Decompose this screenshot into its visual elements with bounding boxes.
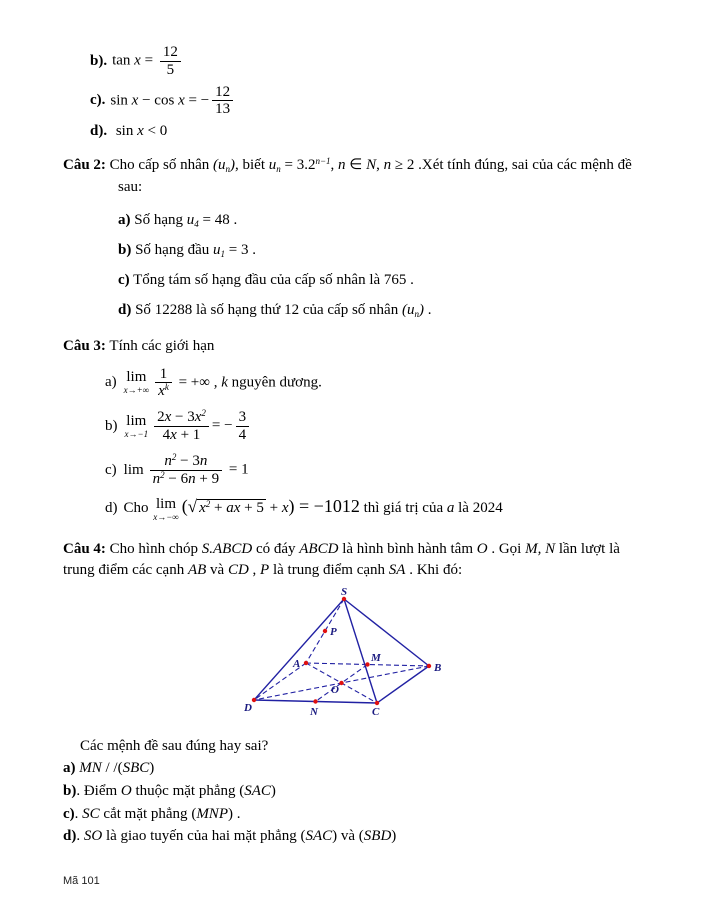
tail-text: , k nguyên dương. [213,374,322,391]
q3-item-a [105,366,654,401]
fraction-numerator: 12 [160,44,181,62]
equals-result: = 1 [228,461,249,478]
limit-operator: lim x→−1 [124,413,149,440]
option-label: c). [90,92,106,109]
vertex-points [251,597,430,705]
fraction [160,44,181,79]
fraction-numerator: 12 [212,84,233,102]
after-sqrt: + x [265,500,289,517]
q3-item-c [105,453,654,488]
equals-minus: = − [211,418,233,435]
q3-item-d [105,496,654,521]
label-S: S [340,587,347,599]
point-B [426,664,430,668]
fraction: $\frac{1}{x^k}$ [155,366,172,401]
point-M [365,662,369,666]
label-A: A [292,658,300,671]
item-label: c) [105,461,117,478]
q4-intro: Câu 4: Cho hình chóp S.ABCD có đáy ABCD là hình bình hành tâm O . Gọi M, N lần lượt là trung điểm các cạnh AB và CD , P là trung điểm cạnh SA . Khi đó: [63,540,620,578]
page-footer-code: Mã 101 [63,875,100,887]
label-C: C [371,706,379,719]
formula-tan: tan x = [112,52,154,69]
q4-question: Các mệnh đề sau đúng hay sai? [80,738,269,755]
label-P: P [329,626,337,639]
q3-item-b [105,409,654,444]
pre-text: Cho [123,500,149,517]
limit-operator: lim x→+∞ [123,369,150,396]
question-4 [63,539,654,848]
label-N: N [309,706,318,719]
item-label: b) [105,418,118,435]
tail-text: thì giá trị của a là 2024 [359,500,503,517]
q3-heading: Câu 3: Tính các giới hạn [63,337,215,354]
question-1-options [90,44,654,140]
option-label: d). [90,123,108,140]
fraction: $\frac{n^2 - 3n}{n^2 - 6n + 9}$ [150,453,222,488]
equals-result: = +∞ [178,374,210,391]
fraction-denominator: 13 [215,101,231,118]
limit-operator: lim [123,461,144,478]
fraction-result: $\frac{3}{4}$ [236,409,250,444]
q1-option-d [90,123,654,140]
label-O: O [330,684,339,697]
q2-option-d: d) Số 12288 là số hạng thứ 12 của cấp số nhân $(u_n)$ . [118,301,432,319]
formula-sincos: sin x − cos x = − [110,92,210,109]
point-O [339,681,343,685]
limit-operator: lim x→−∞ [153,495,179,522]
q2-option-a: a) Số hạng $u_4 = 48$ . [118,211,238,229]
item-label: a) [105,374,117,391]
point-P [322,629,326,633]
q1-option-c [90,84,654,119]
fraction [212,84,233,119]
square-root: √ $x^2$ + ax + 5 [187,497,264,517]
open-paren: ( [181,496,188,517]
item-label: d) [105,500,118,517]
pyramid-figure [244,587,474,732]
label-D: D [243,702,252,715]
q2-option-c: c) Tổng tám số hạng đầu của cấp số nhân là 765 . [118,271,414,288]
question-3 [63,336,654,522]
point-N [313,699,317,703]
dashed-edges [254,599,429,703]
formula-sin: sin x < 0 [115,123,168,140]
q2-option-b: b) Số hạng đầu $u_1 = 3$ . [118,241,256,259]
label-M: M [370,652,381,665]
point-C [374,701,378,705]
question-2 [63,155,654,319]
point-A [303,661,307,665]
fraction-denominator: 5 [166,61,175,78]
q4-option-b: b). Điểm O thuộc mặt phẳng (SAC) [63,783,276,800]
q4-option-a: a) MN / /(SBC) [63,760,155,777]
close-paren-equals: ) = −1012 [288,496,360,517]
q4-option-d: d). SO là giao tuyến của hai mặt phẳng (SAC) và (SBD) [63,828,397,845]
q2-intro: Câu 2: Cho cấp số nhân $(u_n)$, biết $u_n = 3.2^{n-1}$, n ∈ N, n ≥ 2 .Xét tính đúng, sai của các mệnh đề sau: [63,156,632,195]
solid-edges [254,599,429,703]
label-B: B [433,662,441,675]
pyramid-svg [244,587,474,727]
q4-option-c: c). SC cắt mặt phẳng (MNP) . [63,805,241,822]
edge-SB [344,599,429,666]
q1-option-b [90,44,654,79]
point-D [251,698,255,702]
fraction: $\frac{2x - 3x^2}{4x + 1}$ [154,409,209,444]
option-label: b). [90,52,108,69]
